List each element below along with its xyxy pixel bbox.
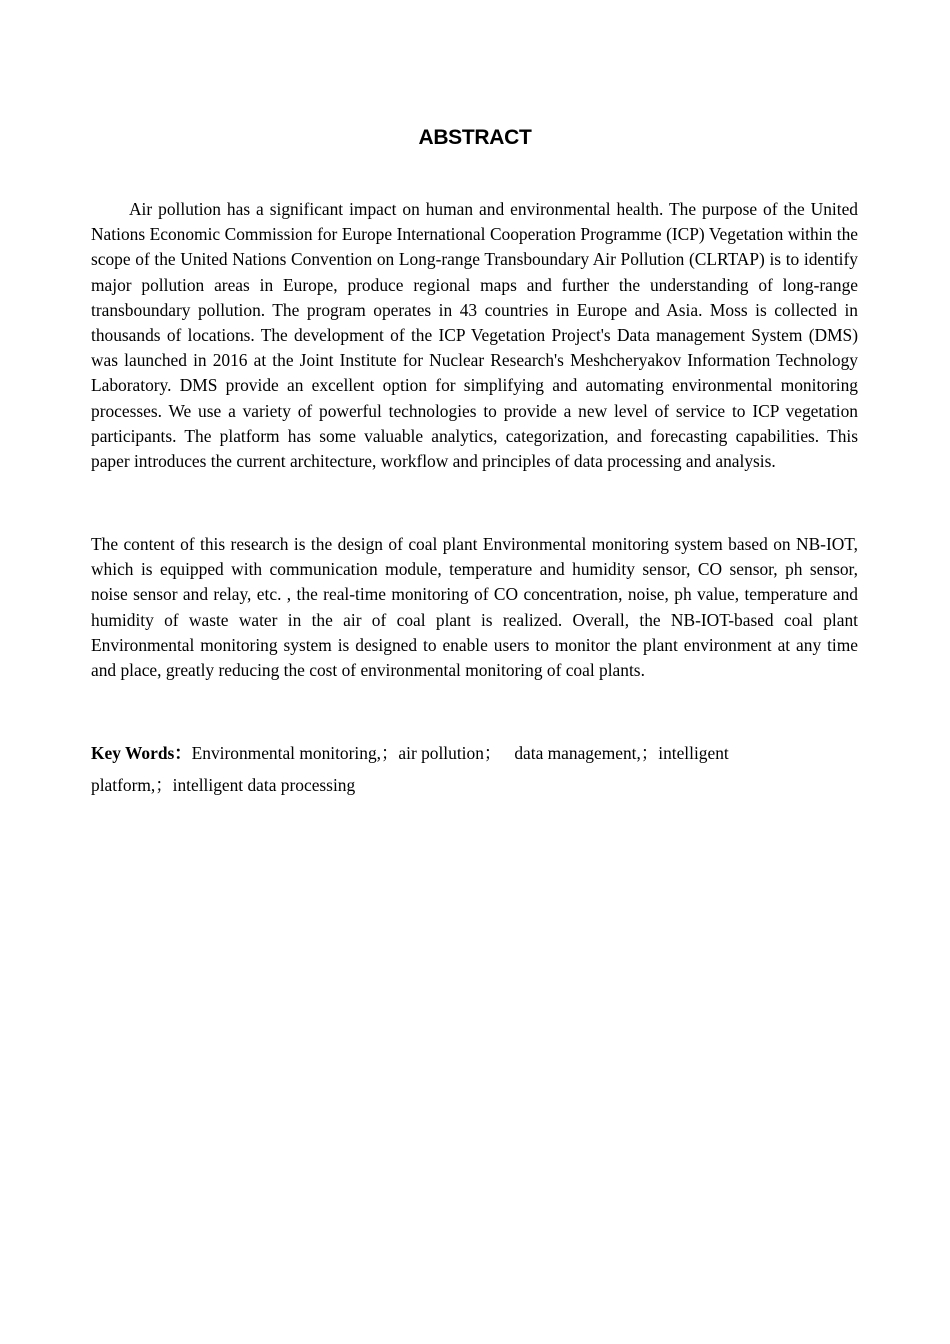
keyword-item: data management,； — [514, 743, 659, 763]
keyword-item: intelligent platform,； — [91, 743, 729, 795]
keyword-item: Environmental monitoring,； — [191, 743, 399, 763]
abstract-paragraph-1: Air pollution has a significant impact on human and environmental health. The purpose of the United Nations Economic Commission for Europe International Cooperation Programme (ICP) Vegetation within the scope of the United Nations Convention on Long-range Transboundary Air Pollution (CLRTAP) is to identify major pollution areas in Europe, produce regional maps and further the understanding of long-range transboundary pollution. The program operates in 43 countries in Europe and Asia. Moss is collected in thousands of locations. The development of the ICP Vegetation Project's Data management System (DMS) was launched in 2016 at the Joint Institute for Nuclear Research's Meshcheryakov Information Technology Laboratory. DMS provide an excellent option for simplifying and automating environmental monitoring processes. We use a variety of powerful technologies to provide a new level of service to ICP vegetation participants. The platform has some valuable analytics, categorization, and forecasting capabilities. This paper introduces the current architecture, workflow and principles of data processing and analysis. — [91, 199, 858, 472]
keywords-label: Key Words： — [91, 743, 192, 763]
keywords-line — [91, 737, 811, 801]
keyword-item: intelligent data processing — [172, 775, 356, 795]
abstract-title: ABSTRACT — [418, 126, 532, 149]
abstract-paragraph-2: The content of this research is the design of coal plant Environmental monitoring system based on NB-IOT, which is equipped with communication module, temperature and humidity sensor, CO sensor, ph sensor, noise sensor and relay, etc. , the real-time monitoring of CO concentration, noise, ph value, temperature and humidity of waste water in the air of coal plant is realized. Overall, the NB-IOT-based coal plant Environmental monitoring system is designed to enable users to monitor the plant environment at any time and place, greatly reducing the cost of environmental monitoring of coal plants. — [91, 534, 858, 681]
keyword-item: air pollution； — [398, 743, 502, 763]
